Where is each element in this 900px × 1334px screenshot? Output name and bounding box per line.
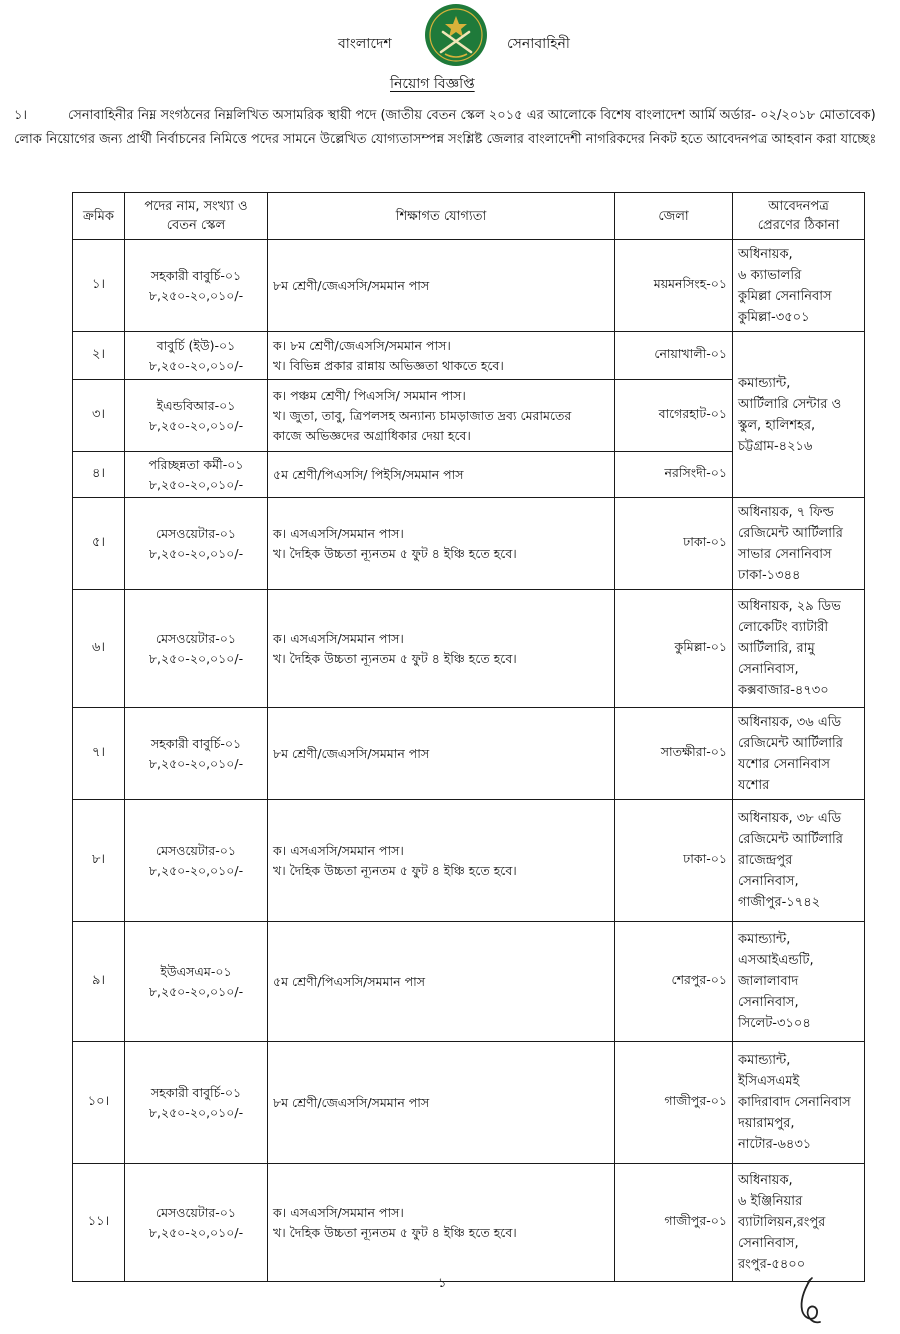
row-education — [268, 922, 615, 1042]
row-district: নরসিংদী-০১ — [615, 452, 733, 498]
intro-text: সেনাবাহিনীর নিম্ন সংগঠনের নিম্নলিখিত অসামরিক স্থায়ী পদে (জাতীয় বেতন স্কেল ২০১৫ এর আলোকে বিশেষ বাংলাদেশ আর্মি অর্ডার- ০২/২০১৮ মোতাবেক) লোক নিয়োগের জন্য প্রার্থী নির্বাচনের নিমিত্তে পদের সামনে উল্লেখিত যোগ্যতাসম্পন্ন সংশ্লিষ্ট জেলার বাংলাদেশী নাগরিকদের নিকট হতে আবেদনপত্র আহবান করা যাচ্ছেঃ — [14, 108, 877, 147]
post-salary: ৮,২৫০-২০,০১০/- — [148, 417, 244, 433]
address-line: যশোর সেনানিবাস — [738, 756, 830, 772]
row-education — [268, 452, 615, 498]
header-district: জেলা — [615, 193, 733, 240]
row-district: কুমিল্লা-০১ — [615, 590, 733, 708]
row-serial: ১০। — [73, 1042, 125, 1164]
address-line: যশোর — [738, 777, 770, 793]
address-line: সেনানিবাস, — [738, 874, 799, 889]
row-district: সাতক্ষীরা-০১ — [615, 708, 733, 800]
address-line: ৬ ক্যাভালরি — [738, 267, 802, 283]
address-line: রেজিমেন্ট আর্টিলারি — [738, 832, 843, 847]
row-address — [733, 800, 865, 922]
row-serial: ৯। — [73, 922, 125, 1042]
address-line: লোকেটিং ব্যাটারী — [738, 620, 829, 635]
address-line: অধিনায়ক, ৩৮ এডি — [738, 811, 842, 826]
address-line: আর্টিলারি সেন্টার ও — [738, 396, 842, 412]
row-post — [125, 380, 268, 452]
education-line: খ। বিভিন্ন প্রকার রান্নায় অভিজ্ঞতা থাকতে হবে। — [273, 357, 504, 373]
address-line: কমান্ড্যান্ট, — [738, 932, 791, 947]
address-line: দয়ারামপুর, — [738, 1116, 795, 1131]
row-post — [125, 1164, 268, 1282]
education-line: ক। এসএসসি/সমমান পাস। — [273, 525, 404, 541]
post-name: ইএন্ডবিআর-০১ — [156, 397, 236, 413]
row-post — [125, 922, 268, 1042]
row-district: শেরপুর-০১ — [615, 922, 733, 1042]
intro-number: ১। — [14, 108, 28, 123]
row-address — [733, 922, 865, 1042]
header-address-line1: আবেদনপত্র — [768, 199, 829, 214]
post-name: মেসওয়েটার-০১ — [156, 1204, 236, 1220]
address-line: কমান্ড্যান্ট, — [738, 1053, 791, 1068]
row-district: নোয়াখালী-০১ — [615, 332, 733, 380]
post-salary: ৮,২৫০-২০,০১০/- — [148, 1104, 244, 1120]
education-line: ৫ম শ্রেণী/পিএসসি/সমমান পাস — [273, 973, 425, 989]
row-education — [268, 590, 615, 708]
post-name: সহকারী বাবুর্চি-০১ — [150, 267, 242, 283]
intro-paragraph — [14, 104, 880, 152]
address-line: অধিনায়ক, ৭ ফিল্ড — [738, 504, 834, 520]
address-line: কাদিরাবাদ সেনানিবাস — [738, 1095, 851, 1110]
address-line: ব্যাটালিয়ন,রংপুর — [738, 1215, 826, 1230]
row-education — [268, 380, 615, 452]
address-line: স্কুল, হালিশহর, — [738, 417, 816, 433]
row-education — [268, 332, 615, 380]
row-address — [733, 240, 865, 332]
table-header-row — [73, 193, 865, 240]
address-line: এসআইএন্ডটি, — [738, 953, 814, 968]
address-line: রংপুর-৫৪০০ — [738, 1257, 806, 1272]
education-line: ক। এসএসসি/সমমান পাস। — [273, 1204, 404, 1220]
row-post — [125, 590, 268, 708]
address-line: সেনানিবাস, — [738, 995, 799, 1010]
row-serial: ১। — [73, 240, 125, 332]
row-district: গাজীপুর-০১ — [615, 1164, 733, 1282]
post-salary: ৮,২৫০-২০,০১০/- — [148, 862, 244, 878]
row-education — [268, 1164, 615, 1282]
header — [0, 0, 900, 100]
row-address — [733, 708, 865, 800]
row-post — [125, 240, 268, 332]
vacancy-table — [72, 192, 865, 1282]
education-line: ৮ম শ্রেণী/জেএসসি/সমমান পাস — [273, 277, 430, 293]
post-name: মেসওয়েটার-০১ — [156, 525, 236, 541]
army-emblem-icon — [423, 2, 489, 68]
row-serial: ৭। — [73, 708, 125, 800]
header-address-line2: প্রেরণের ঠিকানা — [757, 218, 840, 233]
education-line: ৮ম শ্রেণী/জেএসসি/সমমান পাস — [273, 1094, 430, 1110]
row-post — [125, 1042, 268, 1164]
row-serial: ৮। — [73, 800, 125, 922]
post-salary: ৮,২৫০-২০,০১০/- — [148, 287, 244, 303]
row-serial: ৩। — [73, 380, 125, 452]
post-salary: ৮,২৫০-২০,০১০/- — [148, 983, 244, 999]
table-row — [73, 1164, 865, 1282]
post-salary: ৮,২৫০-২০,০১০/- — [148, 650, 244, 666]
address-line: কমান্ড্যান্ট, — [738, 375, 791, 391]
address-line: কক্সবাজার-৪৭৩০ — [738, 683, 829, 698]
table-row — [73, 708, 865, 800]
row-post — [125, 708, 268, 800]
address-line: নাটোর-৬৪৩১ — [738, 1137, 812, 1152]
education-line: কাজে অভিজ্ঞদের অগ্রাধিকার দেয়া হবে। — [273, 427, 471, 443]
page-number: ১ — [438, 1276, 447, 1291]
table-row — [73, 590, 865, 708]
education-line: খ। জুতা, তাবু, ত্রিপলসহ অন্যান্য চামড়াজাত দ্রব্য মেরামতের — [273, 407, 572, 423]
address-line: রাজেন্দ্রপুর — [738, 853, 793, 868]
row-education — [268, 240, 615, 332]
address-line: কুমিল্লা-৩৫০১ — [738, 309, 810, 325]
row-serial: ৬। — [73, 590, 125, 708]
address-line: রেজিমেন্ট আর্টিলারি — [738, 525, 843, 541]
row-serial: ৫। — [73, 498, 125, 590]
row-post — [125, 332, 268, 380]
table-row — [73, 240, 865, 332]
row-district: বাগেরহাট-০১ — [615, 380, 733, 452]
education-line: খ। দৈহিক উচ্চতা ন্যূনতম ৫ ফুট ৪ ইঞ্চি হতে হবে। — [273, 862, 517, 878]
address-line: ইসিএসএমই — [738, 1074, 800, 1089]
education-line: খ। দৈহিক উচ্চতা ন্যূনতম ৫ ফুট ৪ ইঞ্চি হতে হবে। — [273, 650, 517, 666]
header-post-line2: বেতন স্কেল — [166, 218, 226, 233]
row-district: গাজীপুর-০১ — [615, 1042, 733, 1164]
address-line: সাভার সেনানিবাস — [738, 546, 832, 562]
row-district: ময়মনসিংহ-০১ — [615, 240, 733, 332]
row-district: ঢাকা-০১ — [615, 498, 733, 590]
address-line: চট্টগ্রাম-৪২১৬ — [738, 438, 813, 454]
address-line: অধিনায়ক, ২৯ ডিভ — [738, 599, 841, 614]
education-line: ৮ম শ্রেণী/জেএসসি/সমমান পাস — [273, 745, 430, 761]
row-education — [268, 800, 615, 922]
education-line: ক। এসএসসি/সমমান পাস। — [273, 630, 404, 646]
address-line: কুমিল্লা সেনানিবাস — [738, 288, 832, 304]
row-post — [125, 498, 268, 590]
education-line: ৫ম শ্রেণী/পিএসসি/ পিইসি/সমমান পাস — [273, 466, 464, 482]
row-serial: ১১। — [73, 1164, 125, 1282]
address-line: সেনানিবাস, — [738, 1236, 799, 1251]
address-line: অধিনায়ক, ৩৬ এডি — [738, 714, 842, 730]
table-row — [73, 332, 865, 380]
header-post — [125, 193, 268, 240]
post-name: বাবুর্চি (ইউ)-০১ — [156, 337, 236, 353]
post-name: পরিচ্ছন্নতা কর্মী-০১ — [148, 456, 244, 472]
post-name: সহকারী বাবুর্চি-০১ — [150, 735, 242, 751]
header-serial: ক্রমিক — [73, 193, 125, 240]
address-line: সিলেট-৩১০৪ — [738, 1016, 811, 1031]
table-row — [73, 498, 865, 590]
address-line: গাজীপুর-১৭৪২ — [738, 895, 821, 910]
org-name-right: সেনাবাহিনী — [507, 36, 570, 52]
post-salary: ৮,২৫০-২০,০১০/- — [148, 545, 244, 561]
address-line: অধিনায়ক, — [738, 246, 793, 262]
education-line: খ। দৈহিক উচ্চতা ন্যূনতম ৫ ফুট ৪ ইঞ্চি হতে হবে। — [273, 1224, 517, 1240]
post-salary: ৮,২৫০-২০,০১০/- — [148, 1224, 244, 1240]
education-line: ক। ৮ম শ্রেণী/জেএসসি/সমমান পাস। — [273, 337, 451, 353]
address-line: রেজিমেন্ট আর্টিলারি — [738, 735, 843, 751]
education-line: ক। এসএসসি/সমমান পাস। — [273, 842, 404, 858]
header-post-line1: পদের নাম, সংখ্যা ও — [144, 199, 248, 214]
post-name: ইউএসএম-০১ — [160, 963, 232, 979]
header-education: শিক্ষাগত যোগ্যতা — [268, 193, 615, 240]
row-post — [125, 452, 268, 498]
address-line: জালালাবাদ — [738, 974, 799, 989]
table-row — [73, 800, 865, 922]
row-address — [733, 1164, 865, 1282]
row-education — [268, 498, 615, 590]
row-district: ঢাকা-০১ — [615, 800, 733, 922]
row-address — [733, 498, 865, 590]
table-row — [73, 922, 865, 1042]
row-education — [268, 708, 615, 800]
education-line: ক। পঞ্চম শ্রেণী/ পিএসসি/ সমমান পাস। — [273, 387, 466, 403]
post-name: মেসওয়েটার-০১ — [156, 842, 236, 858]
row-serial: ২। — [73, 332, 125, 380]
address-line: অধিনায়ক, — [738, 1173, 793, 1188]
post-salary: ৮,২৫০-২০,০১০/- — [148, 357, 244, 373]
row-serial: ৪। — [73, 452, 125, 498]
address-line: আর্টিলারি, রামু — [738, 641, 815, 656]
education-line: খ। দৈহিক উচ্চতা ন্যূনতম ৫ ফুট ৪ ইঞ্চি হতে হবে। — [273, 545, 517, 561]
header-address — [733, 193, 865, 240]
address-line: ৬ ইঞ্জিনিয়ার — [738, 1194, 803, 1209]
address-line: সেনানিবাস, — [738, 662, 799, 677]
row-address — [733, 1042, 865, 1164]
post-name: মেসওয়েটার-০১ — [156, 630, 236, 646]
address-line: ঢাকা-১৩৪৪ — [738, 567, 801, 583]
notice-title: নিয়োগ বিজ্ঞপ্তি — [390, 76, 475, 92]
post-salary: ৮,২৫০-২০,০১০/- — [148, 755, 244, 771]
org-name-left: বাংলাদেশ — [338, 36, 392, 52]
post-salary: ৮,২৫০-২০,০১০/- — [148, 476, 244, 492]
row-post — [125, 800, 268, 922]
signature-icon — [790, 1276, 830, 1328]
table-row — [73, 1042, 865, 1164]
post-name: সহকারী বাবুর্চি-০১ — [150, 1084, 242, 1100]
row-education — [268, 1042, 615, 1164]
row-address-shared — [733, 332, 865, 498]
row-address — [733, 590, 865, 708]
